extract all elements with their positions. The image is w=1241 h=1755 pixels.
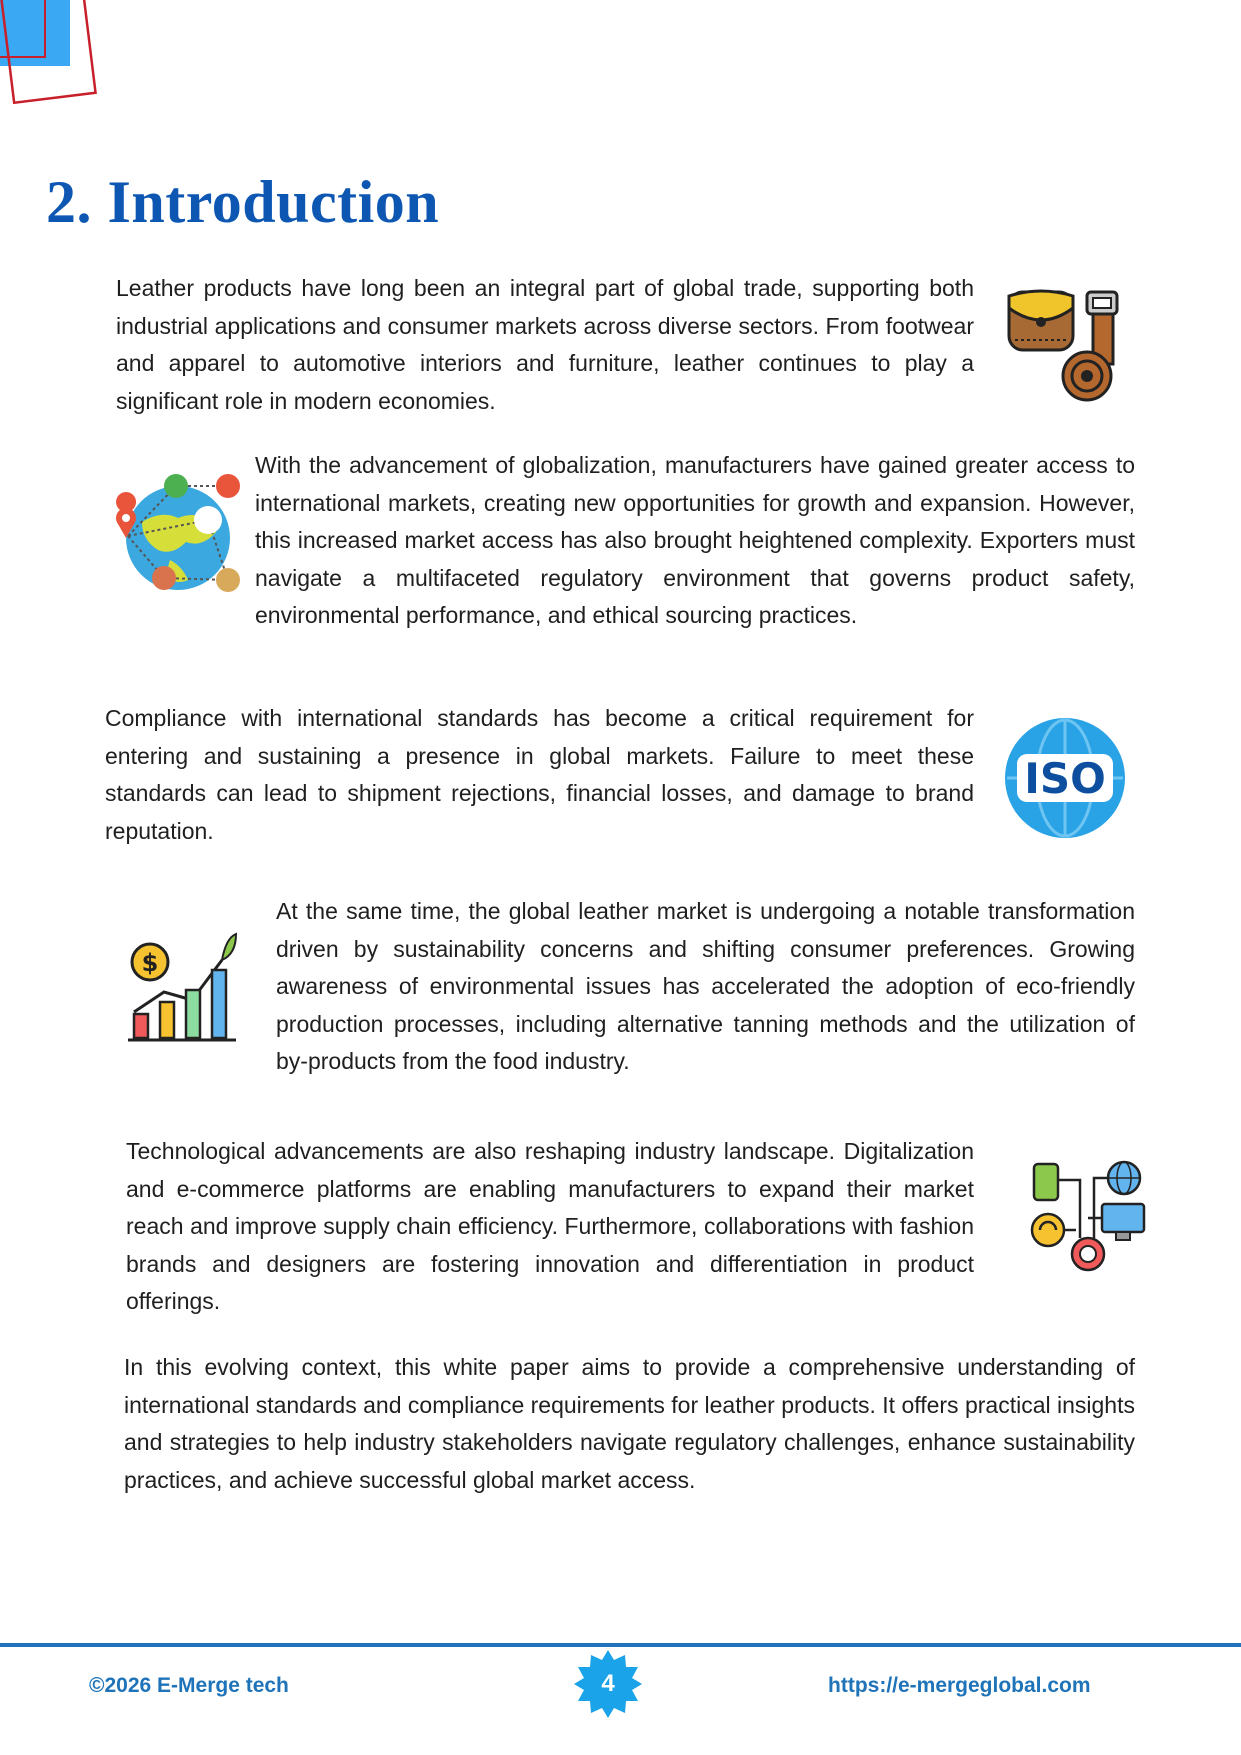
- corner-decoration-icon: [0, 0, 100, 110]
- footer-divider: [0, 1643, 1241, 1647]
- iso-icon: [1003, 716, 1127, 840]
- intro-paragraph-4: At the same time, the global leather market is undergoing a notable transformation driven by sustainability concerns and shifting consumer preferences. Growing awareness of environmental issues has accelerated the adoption of eco-friendly production processes, including alternative tanning methods and the utilization of by-products from the food industry.: [276, 898, 1135, 1075]
- growth-chart-icon: [124, 930, 238, 1044]
- digital-network-icon: [1028, 1160, 1148, 1274]
- globe-network-icon: [112, 470, 246, 600]
- page-title: 2. Introduction: [46, 169, 440, 235]
- leather-goods-icon: [1005, 288, 1123, 406]
- page-number: 4: [601, 1670, 615, 1697]
- intro-paragraph-6: In this evolving context, this white paper aims to provide a comprehensive understanding of international standards and compliance requirements for leather products. It offers practical insights and strategies to help industry stakeholders navigate regulatory challenges, enhance sustainability practices, and achieve successful global market access.: [124, 1354, 1135, 1493]
- footer-copyright: ©2026 E-Merge tech: [89, 1674, 289, 1697]
- intro-paragraph-3: Compliance with international standards has become a critical requirement for entering and sustaining a presence in global markets. Failure to meet these standards can lead to shipment rejections, financial losses, and damage to brand reputation.: [105, 705, 974, 844]
- intro-paragraph-5: Technological advancements are also reshaping industry landscape. Digitalization and e-commerce platforms are enabling manufacturers to expand their market reach and improve supply chain efficiency. Furthermore, collaborations with fashion brands and designers are fostering innovation and differentiation in product offerings.: [126, 1138, 974, 1315]
- intro-paragraph-1: Leather products have long been an integral part of global trade, supporting both industrial applications and consumer markets across diverse sectors. From footwear and apparel to automotive interiors and furniture, leather continues to play a significant role in modern economies.: [116, 275, 974, 414]
- footer-website-link[interactable]: https://e-mergeglobal.com: [828, 1674, 1091, 1697]
- intro-paragraph-2: With the advancement of globalization, manufacturers have gained greater access to international markets, creating new opportunities for growth and expansion. However, this increased market access has also brought heightened complexity. Exporters must navigate a multifaceted regulatory environment that governs product safety, environmental performance, and ethical sourcing practices.: [255, 452, 1135, 629]
- dollar-sign: $: [141, 949, 159, 977]
- iso-label: ISO: [1024, 754, 1106, 803]
